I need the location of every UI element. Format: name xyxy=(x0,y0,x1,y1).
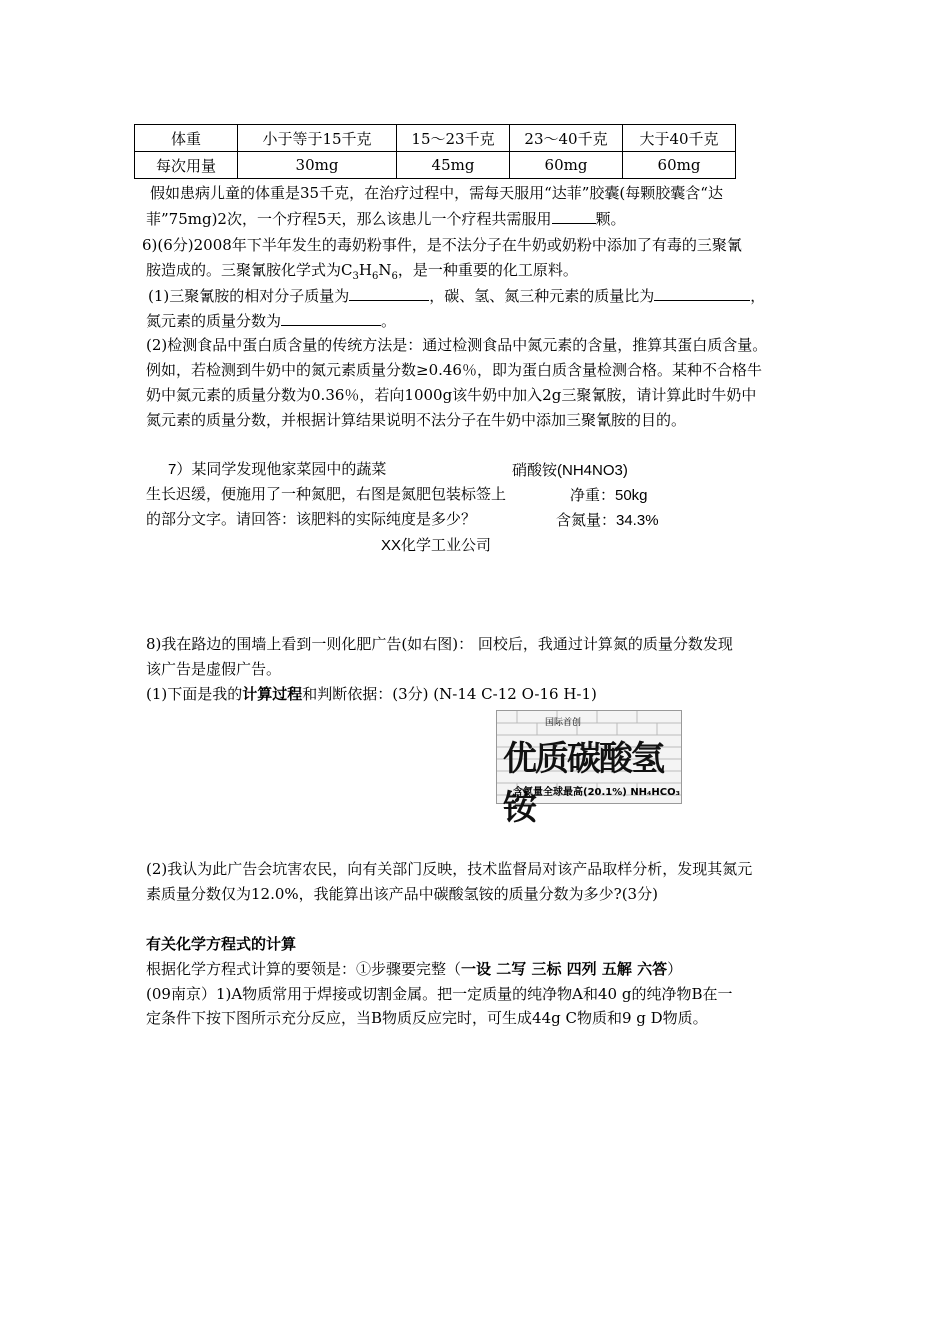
q6-part1 xyxy=(146,310,396,332)
answer-blank xyxy=(281,311,381,326)
text: 氮元素的质量分数为 xyxy=(146,312,282,330)
text: N xyxy=(378,261,392,279)
text: 根据化学方程式计算的要领是：①步骤要完整（ xyxy=(146,960,462,978)
table-cell: 大于40千克 xyxy=(623,125,736,152)
q6-part1 xyxy=(148,285,765,307)
q8-line: 该广告是虚假广告。 xyxy=(146,660,282,678)
table-row xyxy=(135,125,736,152)
calc-rule xyxy=(146,958,682,980)
table-cell: 60mg xyxy=(623,152,736,179)
q8-part2-line: (2)我认为此广告会坑害农民，向有关部门反映，技术监督局对该产品取样分析，发现其氮元 xyxy=(146,860,753,878)
text: (1)三聚氰胺的相对分子质量为 xyxy=(148,287,350,305)
q8-line: 8)我在路边的围墙上看到一则化肥广告(如右图)： 回校后，我通过计算氮的质量分数发现 xyxy=(146,635,733,653)
section-heading: 有关化学方程式的计算 xyxy=(146,936,297,953)
table-cell: 每次用量 xyxy=(135,152,238,179)
subscript: 6 xyxy=(371,271,379,282)
q7-line: 的部分文字。请回答：该肥料的实际纯度是多少？ xyxy=(146,510,477,528)
fertilizer-label-name: 硝酸铵(NH4NO3) xyxy=(512,462,628,479)
q6-part2-line: (2)检测食品中蛋白质含量的传统方法是：通过检测食品中氮元素的含量，推算其蛋白质含量。 xyxy=(146,336,768,354)
text: 胺造成的。三聚氰胺化学式为C xyxy=(146,261,353,279)
text: 菲”75mg)2次，一个疗程5天，那么该患儿一个疗程共需服用 xyxy=(146,210,552,228)
dafei-question-line xyxy=(146,208,626,230)
table-cell: 60mg xyxy=(510,152,623,179)
q6-part2-line: 例如，若检测到牛奶中的氮元素质量分数≥0.46％，即为蛋白质含量检测合格。某种不合格牛 xyxy=(146,361,762,379)
q7-line: 7）某同学发现他家菜园中的蔬菜 xyxy=(168,461,387,478)
fertilizer-label-weight: 净重：50kg xyxy=(570,487,648,504)
table-cell: 体重 xyxy=(135,125,238,152)
table-cell: 15～23千克 xyxy=(397,125,510,152)
table-cell: 30mg xyxy=(238,152,397,179)
dosage-table xyxy=(134,124,736,179)
eq-question-line: (09南京）1)A物质常用于焊接或切割金属。把一定质量的纯净物A和40 g的纯净物B在一 xyxy=(146,985,733,1003)
q6-intro: 6)(6分)2008年下半年发生的毒奶粉事件，是不法分子在牛奶或奶粉中添加了有毒的三聚氰 xyxy=(142,236,742,254)
subscript: 6 xyxy=(391,271,398,282)
text: 颗。 xyxy=(595,210,626,228)
text: ，是一种重要的化工原料。 xyxy=(397,261,578,279)
fertilizer-ad-image xyxy=(496,710,682,828)
subscript: 3 xyxy=(352,271,359,282)
eq-question-line: 定条件下按下图所示充分反应，当B物质反应完时，可生成44g C物质和9 g D物质。 xyxy=(146,1009,708,1027)
ad-title: 优质碳酸氢铵 xyxy=(503,739,663,828)
table-cell: 23～40千克 xyxy=(510,125,623,152)
fertilizer-label-nitrogen: 含氮量：34.3% xyxy=(556,512,659,529)
q7-line: 生长迟缓，便施用了一种氮肥，右图是氮肥包装标签上 xyxy=(146,485,507,503)
text-bold: 计算过程 xyxy=(242,686,303,703)
text: ，碳、氢、氮三种元素的质量比为 xyxy=(429,287,655,305)
text: ） xyxy=(667,960,683,978)
answer-blank xyxy=(349,286,429,301)
table-cell: 45mg xyxy=(397,152,510,179)
q8-part1 xyxy=(146,683,597,706)
table-row xyxy=(135,152,736,179)
table-cell: 小于等于15千克 xyxy=(238,125,397,152)
ad-small-text: 国际首创 xyxy=(545,718,582,728)
text-bold: 一设 二写 三标 四列 五解 六答 xyxy=(461,960,668,978)
q8-part2-line: 素质量分数仅为12.0%，我能算出该产品中碳酸氢铵的质量分数为多少?(3分) xyxy=(146,885,658,903)
text: 。 xyxy=(381,312,397,330)
answer-blank xyxy=(552,209,596,224)
ad-subtitle: 含氮量全球最高(20.1%) NH₄HCO₃ xyxy=(513,787,681,798)
text: ， xyxy=(750,287,766,305)
dafei-question-line: 假如患病儿童的体重是35千克，在治疗过程中，需每天服用“达菲”胶囊(每颗胶囊含“达 xyxy=(150,184,723,202)
answer-blank xyxy=(654,286,750,301)
fertilizer-label-company: XX化学工业公司 xyxy=(381,537,492,554)
q6-part2-line: 氮元素的质量分数，并根据计算结果说明不法分子在牛奶中添加三聚氰胺的目的。 xyxy=(146,411,687,429)
text: (1)下面是我的 xyxy=(146,685,243,703)
text: 和判断依据：(3分) (N-14 C-12 O-16 H-1) xyxy=(302,685,597,703)
q6-part2-line: 奶中氮元素的质量分数为0.36％，若向1000g该牛奶中加入2g三聚氰胺，请计算此时牛奶中 xyxy=(146,386,757,404)
q6-formula-line xyxy=(146,259,578,288)
text: H xyxy=(358,261,372,279)
